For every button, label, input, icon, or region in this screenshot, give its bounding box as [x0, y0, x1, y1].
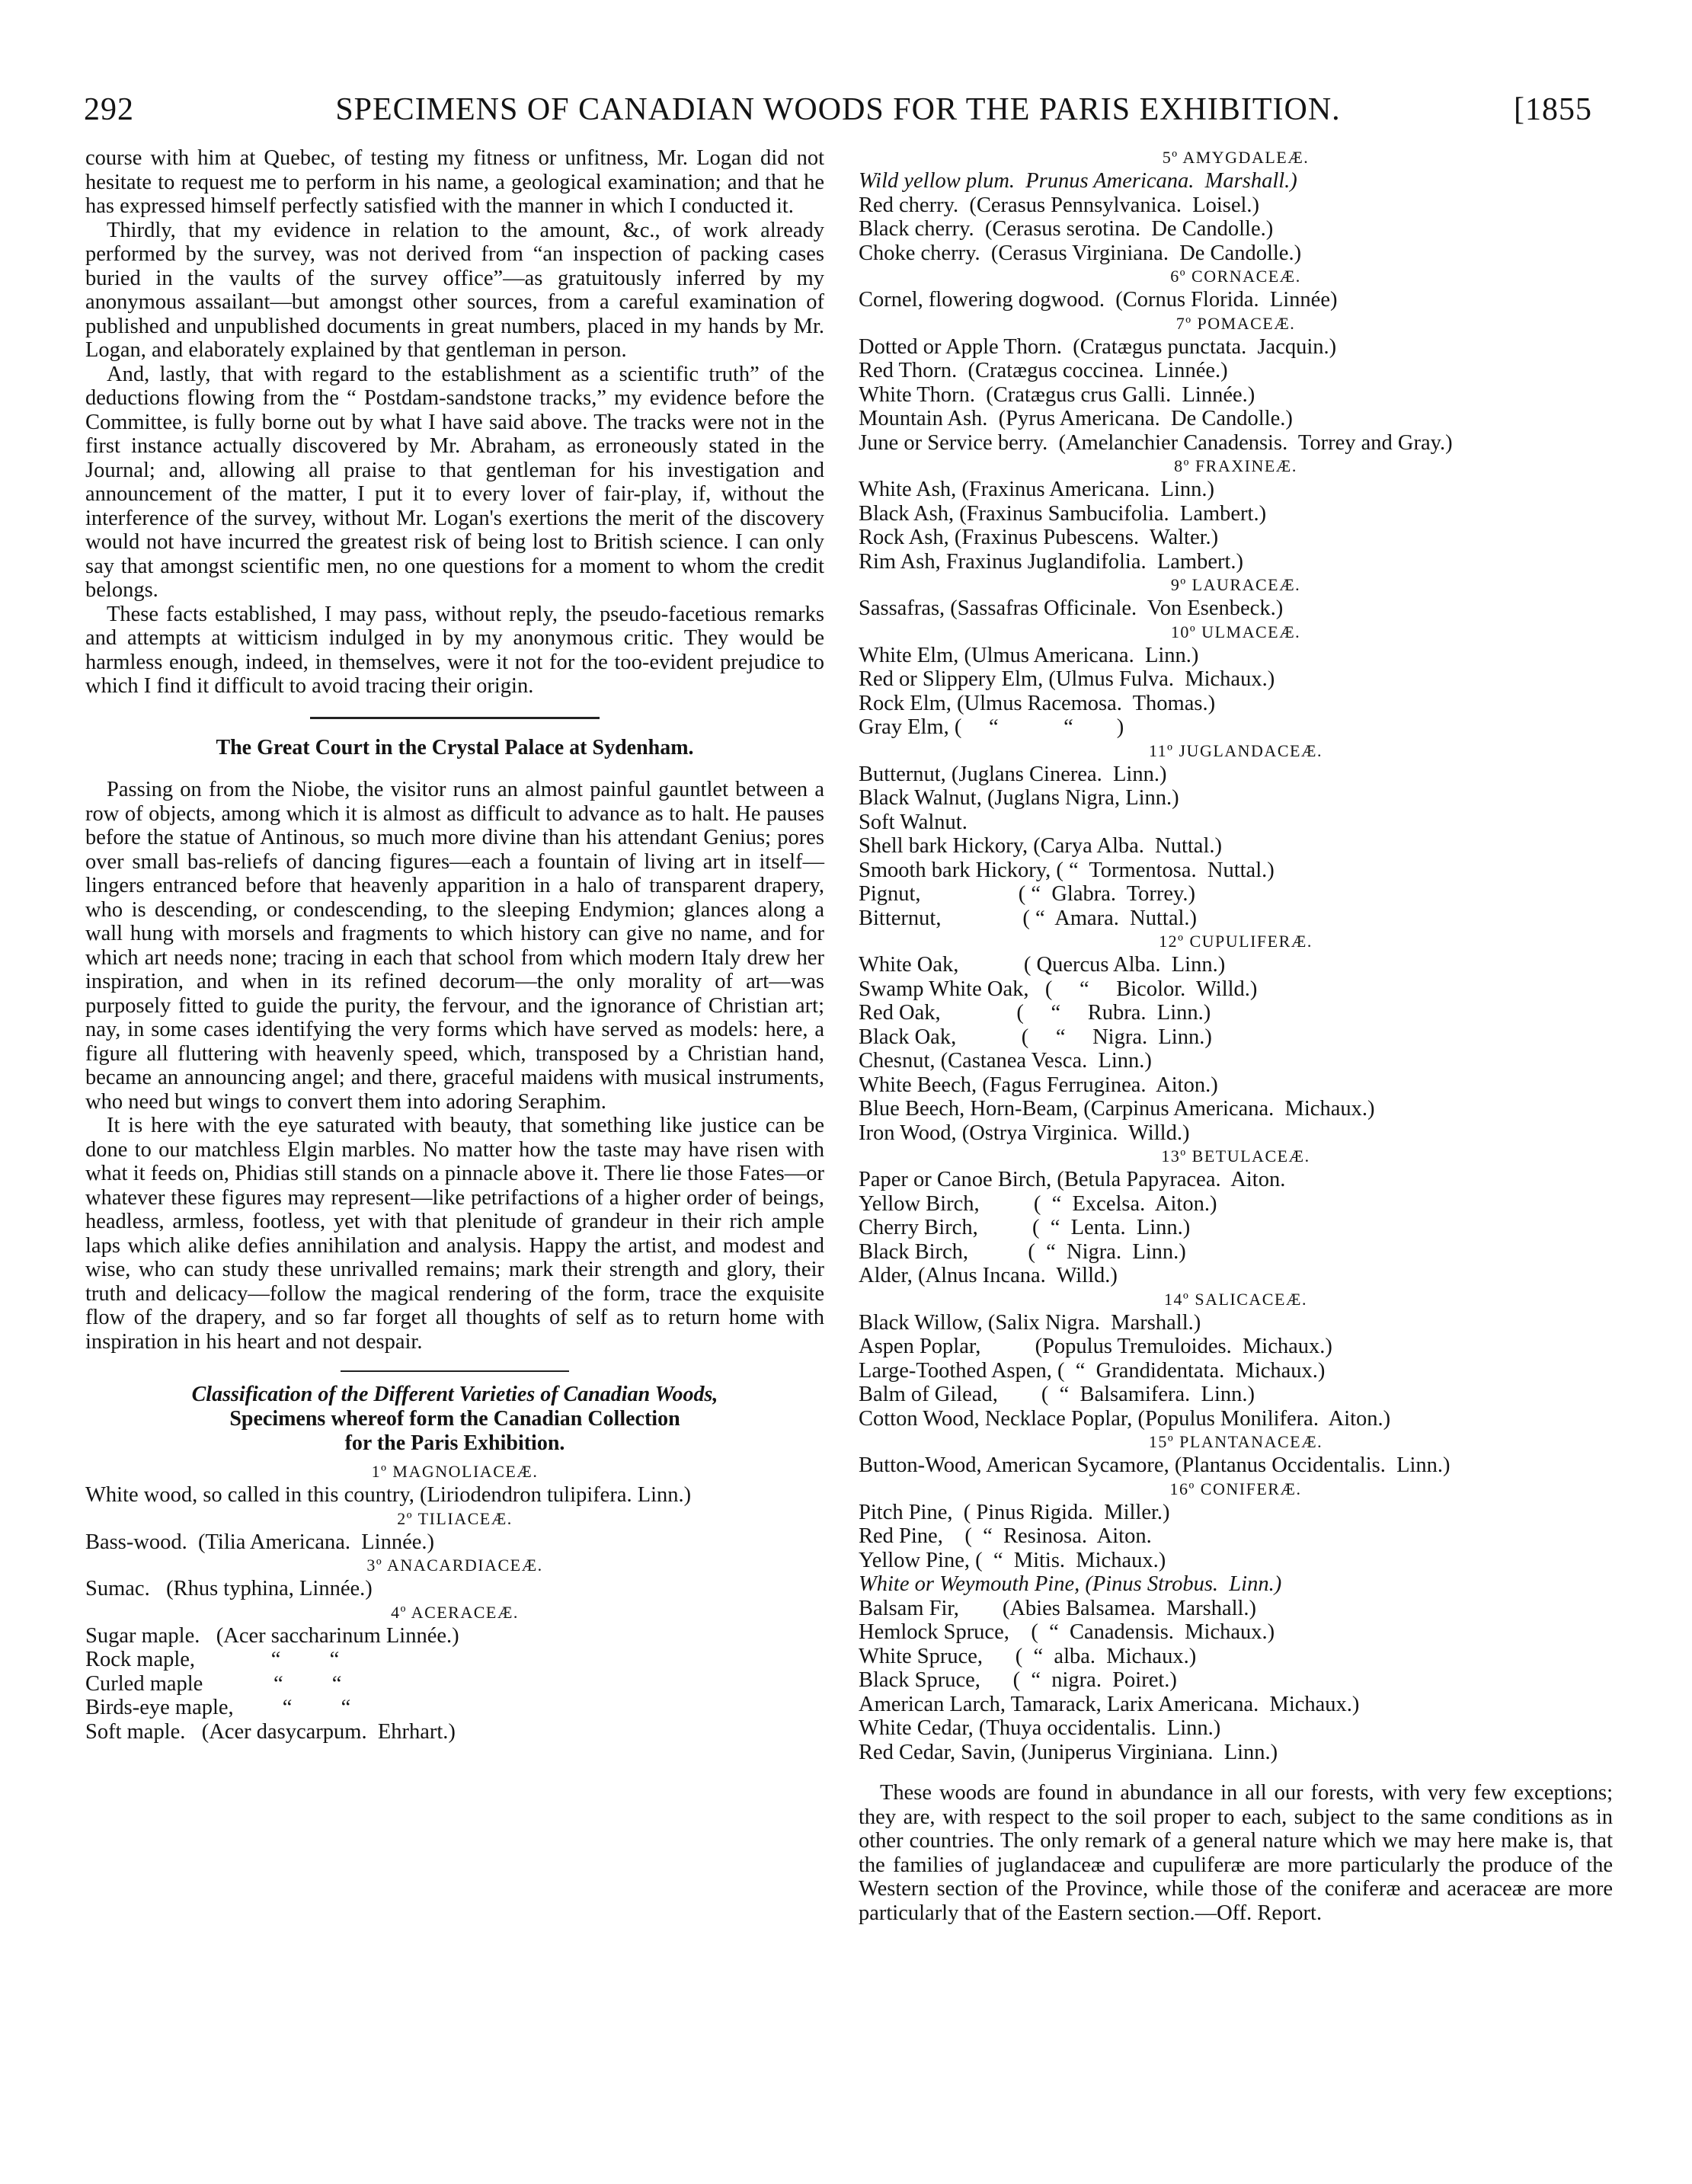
- section-divider: [341, 1370, 569, 1372]
- species-entry: White Ash, (Fraxinus Americana. Linn.): [859, 478, 1214, 501]
- family-heading: 15º PLANTANACEÆ.: [1148, 1432, 1323, 1451]
- running-title: SPECIMENS OF CANADIAN WOODS FOR THE PARIS EXHIBITION.: [335, 92, 1341, 127]
- article-paragraph: Passing on from the Niobe, the visitor runs an almost painful gauntlet between a row of objects, among which it is almost as difficult to advance as to halt. He pauses before the statue of Antinous, so much more divine than his attendant Genius; pores over small bas-reliefs of dancing figures—each a fountain of living art in itself—lingers entranced before that heavenly apparition in a halo of transparent drapery, who is descending, or condescending, to the sleeping Endymion; glances along a wall hung with morsels and fragments to which history can give no name, and for which art needs none; tracing in each that school from which modern Italy drew her inspiration, and when in its refined decorum—the only morality of art—was purposely fitted to guide the purity, the fervour, and the ignorance of Christian art; nay, in some cases identifying the very forms which have served as models: here, a figure all fluttering with heavenly speed, which, transposed by a Christian hand, became an announcing angel; and there, graceful maidens with musical instruments, who need but wings to convert them into adoring Seraphim.: [85, 778, 824, 1114]
- species-entry: Yellow Birch, ( “ Excelsa. Aiton.): [859, 1191, 1217, 1216]
- species-entry: Blue Beech, Horn-Beam, (Carpinus Americana. Michaux.): [859, 1097, 1375, 1121]
- species-entry: Rock Elm, (Ulmus Racemosa. Thomas.): [859, 691, 1216, 715]
- family-heading: 6º CORNACEÆ.: [1170, 267, 1301, 286]
- species-entry: Sumac. (Rhus typhina, Linnée.): [85, 1577, 373, 1600]
- article-paragraph: It is here with the eye saturated with beauty, that something like justice can be done to our matchless Elgin marbles. No matter how the taste may have risen with what it feeds on, Phidias still stands on a pinnacle above it. There lie those Fates—or whatever these figures may represent—like petrifactions of a higher order of beings, headless, armless, footless, yet with that plenitude of grandeur in their rich ample laps which alike defies annihilation and analysis. Happy the artist, and modest and wise, who can study these unrivalled remains; mark their strength and glory, their truth and delicacy—follow the magical rendering of the form, trace the exquisite flow of the drapery, and so far forget all thoughts of self as to return home with inspiration in his heart and not despair.: [85, 1114, 824, 1354]
- family-heading: 10º ULMACEÆ.: [1170, 622, 1301, 641]
- species-entry: Dotted or Apple Thorn. (Cratægus punctata. Jacquin.): [859, 334, 1337, 359]
- species-entry: Pignut, ( “ Glabra. Torrey.): [859, 882, 1196, 906]
- body-paragraph: These facts established, I may pass, without reply, the pseudo-facetious remarks and attempts at witticism indulged in by my anonymous critic. They would be harmless enough, indeed, in themselves, were it not for the too-evident prejudice to which I find it difficult to avoid tracing their origin.: [85, 602, 824, 698]
- family-heading: 9º LAURACEÆ.: [1170, 575, 1301, 594]
- species-entry: Black Walnut, (Juglans Nigra, Linn.): [859, 786, 1179, 810]
- family-heading: 14º SALICACEÆ.: [1164, 1289, 1307, 1309]
- species-entry: Yellow Pine, ( “ Mitis. Michaux.): [859, 1548, 1166, 1572]
- species-entry: Black Spruce, ( “ nigra. Poiret.): [859, 1668, 1177, 1692]
- family-heading: 3º ANACARDIACEÆ.: [366, 1556, 543, 1575]
- species-entry: Gray Elm, ( “ “ ): [859, 715, 1124, 739]
- species-entry: Shell bark Hickory, (Carya Alba. Nuttal.): [859, 834, 1222, 858]
- species-entry: Balsam Fir, (Abies Balsamea. Marshall.): [859, 1596, 1257, 1620]
- classification-heading-line-3: for the Paris Exhibition.: [344, 1431, 565, 1455]
- left-column: [85, 146, 824, 1744]
- species-entry: June or Service berry. (Amelanchier Canadensis. Torrey and Gray.): [859, 430, 1453, 455]
- species-entry: Button-Wood, American Sycamore, (Plantanus Occidentalis. Linn.): [859, 1453, 1451, 1477]
- species-entry: Chesnut, (Castanea Vesca. Linn.): [859, 1049, 1152, 1073]
- species-entry: Rock Ash, (Fraxinus Pubescens. Walter.): [859, 526, 1219, 549]
- classification-heading-line-2: Specimens whereof form the Canadian Collection: [229, 1407, 680, 1431]
- page-number: 292: [84, 92, 134, 127]
- closing-paragraph: These woods are found in abundance in all our forests, with very few exceptions; they are, with respect to the soil proper to each, subject to the same conditions as in other countries. The only remark of a general nature which we may here make is, that the families of juglandaceæ and cupuliferæ are more particularly the produce of the Western section of the Province, while those of the coniferæ and aceraceæ are more particularly that of the Eastern section.—Off. Report.: [859, 1781, 1613, 1925]
- species-entry: Red Pine, ( “ Resinosa. Aiton.: [859, 1524, 1152, 1548]
- species-entry: Bitternut, ( “ Amara. Nuttal.): [859, 906, 1198, 930]
- body-paragraph: Thirdly, that my evidence in relation to the amount, &c., of work already performed by the survey, was not derived from “an inspection of packing cases buried in the vaults of the survey office”—as gratuitously inferred by my anonymous assailant—but amongst other sources, from a careful examination of published and unpublished documents in great numbers, placed in my hands by Mr. Logan, and elaborately explained by that gentleman in person.: [85, 218, 824, 362]
- species-entry: Soft Walnut.: [859, 810, 968, 834]
- running-year: [1855: [1514, 92, 1592, 127]
- species-entry: White Thorn. (Cratægus crus Galli. Linnée.): [859, 382, 1255, 407]
- species-entry: Large-Toothed Aspen, ( “ Grandidentata. Michaux.): [859, 1358, 1326, 1383]
- species-entry: Choke cherry. (Cerasus Virginiana. De Candolle.): [859, 241, 1302, 265]
- family-heading: 5º AMYGDALEÆ.: [1162, 148, 1310, 167]
- species-entry: Black Willow, (Salix Nigra. Marshall.): [859, 1310, 1201, 1335]
- page-header: [84, 91, 1592, 137]
- species-entry: Rock maple, “ “: [85, 1648, 340, 1671]
- species-entry: White Oak, ( Quercus Alba. Linn.): [859, 953, 1226, 977]
- section-divider: [310, 717, 600, 719]
- species-entry: Swamp White Oak, ( “ Bicolor. Willd.): [859, 977, 1258, 1001]
- species-entry: White Spruce, ( “ alba. Michaux.): [859, 1644, 1197, 1668]
- species-entry: White or Weymouth Pine, (Pinus Strobus. Linn.): [859, 1572, 1282, 1596]
- species-entry: Red Cedar, Savin, (Juniperus Virginiana. Linn.): [859, 1740, 1278, 1764]
- species-entry: Curled maple “ “: [85, 1671, 342, 1696]
- family-heading: 8º FRAXINEÆ.: [1174, 456, 1297, 475]
- species-entry: Wild yellow plum. Prunus Americana. Marshall.): [859, 169, 1297, 193]
- species-entry: Black Ash, (Fraxinus Sambucifolia. Lambert.): [859, 501, 1267, 526]
- family-heading: 1º MAGNOLIACEÆ.: [371, 1462, 539, 1481]
- species-entry: Birds-eye maple, “ “: [85, 1696, 351, 1719]
- right-column: [859, 146, 1613, 1925]
- species-entry: American Larch, Tamarack, Larix Americana. Michaux.): [859, 1692, 1360, 1716]
- species-entry: Mountain Ash. (Pyrus Americana. De Candolle.): [859, 407, 1293, 430]
- species-entry: Rim Ash, Fraxinus Juglandifolia. Lambert.): [859, 549, 1244, 574]
- family-heading: 7º POMACEÆ.: [1175, 313, 1296, 333]
- species-entry: Cotton Wood, Necklace Poplar, (Populus Monilifera. Aiton.): [859, 1406, 1391, 1431]
- species-entry: Black Oak, ( “ Nigra. Linn.): [859, 1025, 1212, 1049]
- species-entry: Smooth bark Hickory, ( “ Tormentosa. Nuttal.): [859, 858, 1275, 882]
- species-entry: Red cherry. (Cerasus Pennsylvanica. Loisel.): [859, 193, 1260, 217]
- body-paragraph: course with him at Quebec, of testing my fitness or unfitness, Mr. Logan did not hesitate to request me to perform in his name, a geological examination; and that he has expressed himself perfectly satisfied with the manner in which I conducted it.: [85, 146, 824, 218]
- species-entry: Aspen Poplar, (Populus Tremuloides. Michaux.): [859, 1335, 1332, 1358]
- species-entry: Cherry Birch, ( “ Lenta. Linn.): [859, 1216, 1191, 1239]
- classification-heading-line-1: Classification of the Different Varieties of Canadian Woods,: [191, 1383, 718, 1406]
- family-heading: 13º BETULACEÆ.: [1161, 1146, 1310, 1166]
- family-heading: 4º ACERACEÆ.: [391, 1602, 519, 1622]
- species-entry: White Cedar, (Thuya occidentalis. Linn.): [859, 1716, 1221, 1740]
- body-paragraph: And, lastly, that with regard to the establishment as a scientific truth” of the deductions flowing from the “ Postdam-sandstone tracks,” my evidence before the Committee, is fully borne out by what I have said above. The tracks were not in the first instance actually discovered by Mr. Abraham, as erroneously stated in the Journal; and, allowing all praise to that gentleman for his investigation and announcement of the matter, I put it to every lover of fair-play, if, without the interference of the survey, without Mr. Logan's exertions the merit of the discovery would not have incurred the greatest risk of being lost to British science. I can only say that amongst scientific men, no one questions for a moment to whom the credit belongs.: [85, 362, 824, 602]
- species-entry: Red or Slippery Elm, (Ulmus Fulva. Michaux.): [859, 667, 1275, 691]
- species-entry: Pitch Pine, ( Pinus Rigida. Miller.): [859, 1500, 1170, 1524]
- species-entry: Balm of Gilead, ( “ Balsamifera. Linn.): [859, 1383, 1255, 1406]
- family-heading: 2º TILIACEÆ.: [397, 1508, 513, 1528]
- species-entry: Red Oak, ( “ Rubra. Linn.): [859, 1001, 1211, 1025]
- species-entry: White Beech, (Fagus Ferruginea. Aiton.): [859, 1073, 1218, 1097]
- species-entry: White wood, so called in this country, (Liriodendron tulipifera. Linn.): [85, 1483, 692, 1507]
- family-heading: 12º CUPULIFERÆ.: [1159, 932, 1313, 951]
- species-entry: Alder, (Alnus Incana. Willd.): [859, 1264, 1118, 1287]
- species-entry: Iron Wood, (Ostrya Virginica. Willd.): [859, 1121, 1190, 1145]
- species-entry: Sugar maple. (Acer saccharinum Linnée.): [85, 1623, 459, 1648]
- article-heading: The Great Court in the Crystal Palace at Sydenham.: [216, 735, 694, 759]
- species-entry: Soft maple. (Acer dasycarpum. Ehrhart.): [85, 1719, 456, 1744]
- species-entry: Hemlock Spruce, ( “ Canadensis. Michaux.): [859, 1620, 1275, 1644]
- species-entry: Paper or Canoe Birch, (Betula Papyracea. Aiton.: [859, 1168, 1286, 1191]
- species-entry: White Elm, (Ulmus Americana. Linn.): [859, 643, 1199, 667]
- classification-heading: [85, 1383, 824, 1456]
- species-entry: Cornel, flowering dogwood. (Cornus Florida. Linnée): [859, 288, 1338, 312]
- species-entry: Bass-wood. (Tilia Americana. Linnée.): [85, 1530, 435, 1554]
- species-entry: Black Birch, ( “ Nigra. Linn.): [859, 1239, 1186, 1264]
- family-heading: 16º CONIFERÆ.: [1169, 1479, 1302, 1498]
- family-heading: 11º JUGLANDACEÆ.: [1148, 740, 1323, 760]
- species-entry: Black cherry. (Cerasus serotina. De Candolle.): [859, 217, 1274, 241]
- species-entry: Sassafras, (Sassafras Officinale. Von Esenbeck.): [859, 596, 1284, 620]
- species-entry: Butternut, (Juglans Cinerea. Linn.): [859, 762, 1167, 786]
- species-entry: Red Thorn. (Cratægus coccinea. Linnée.): [859, 359, 1228, 382]
